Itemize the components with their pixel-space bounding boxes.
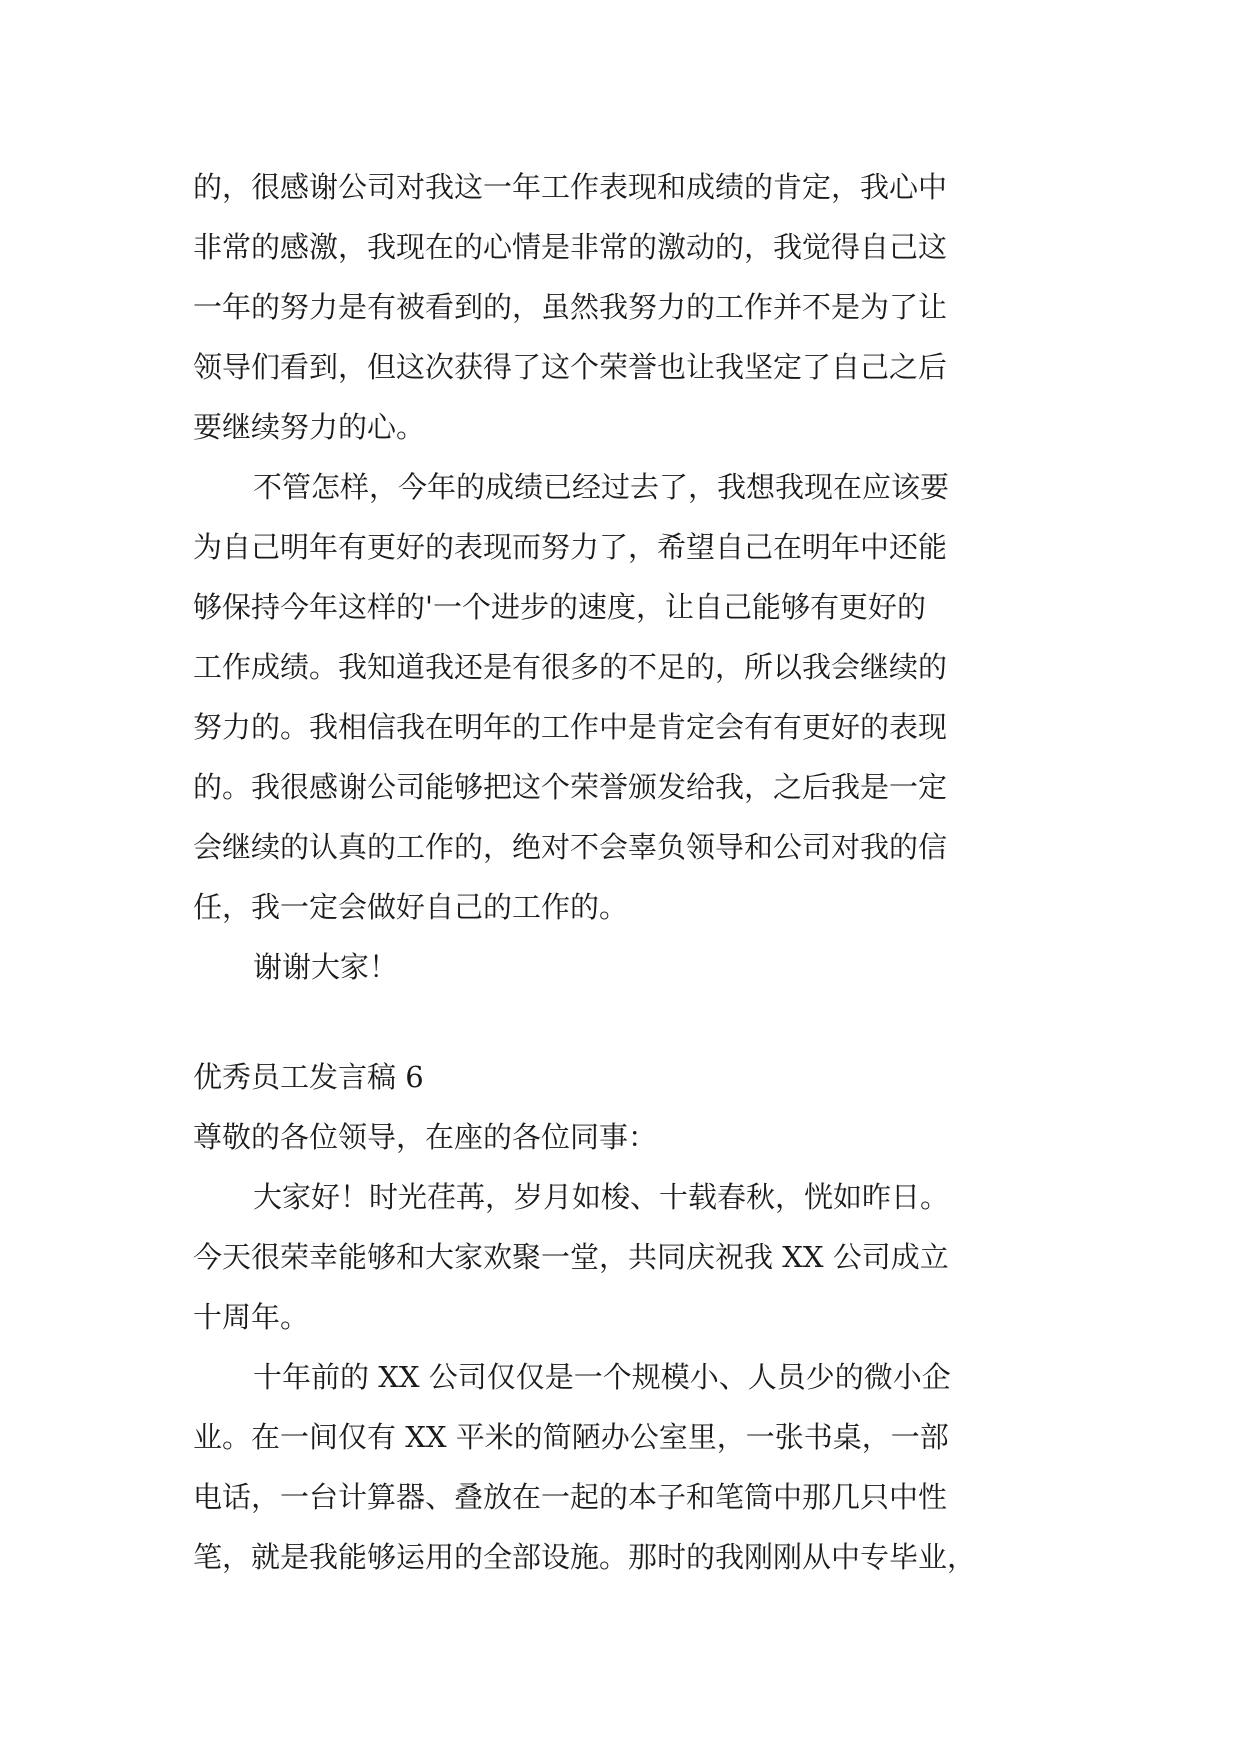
text-line: 的。我很感谢公司能够把这个荣誉颁发给我，之后我是一定 [193, 770, 948, 804]
text-line: 够保持今年这样的'一个进步的速度，让自己能够有更好的 [193, 590, 926, 624]
text-line: 努力的。我相信我在明年的工作中是肯定会有有更好的表现 [193, 710, 948, 744]
text-line: 非常的感激，我现在的心情是非常的激动的，我觉得自己这 [193, 230, 948, 264]
text-line: 任，我一定会做好自己的工作的。 [193, 890, 629, 924]
section-title: 优秀员工发言稿 6 [193, 1060, 424, 1094]
text-line: 会继续的认真的工作的，绝对不会辜负领导和公司对我的信 [193, 830, 948, 864]
text-line: 笔，就是我能够运用的全部设施。那时的我刚刚从中专毕业， [193, 1540, 977, 1574]
text-line: 十周年。 [193, 1300, 310, 1334]
text-line: 要继续努力的心。 [193, 410, 426, 444]
text-line: 业。在一间仅有 XX 平米的简陋办公室里，一张书桌，一部 [193, 1420, 949, 1454]
paragraph-start-line: 不管怎样，今年的成绩已经过去了，我想我现在应该要 [253, 470, 950, 504]
salutation: 尊敬的各位领导，在座的各位同事： [193, 1120, 658, 1154]
text-line: 工作成绩。我知道我还是有很多的不足的，所以我会继续的 [193, 650, 948, 684]
paragraph-start-line: 十年前的 XX 公司仅仅是一个规模小、人员少的微小企 [253, 1360, 951, 1394]
text-line: 的，很感谢公司对我这一年工作表现和成绩的肯定，我心中 [193, 170, 948, 204]
closing-line: 谢谢大家！ [253, 950, 399, 984]
paragraph-start-line: 大家好！时光荏苒，岁月如梭、十载春秋，恍如昨日。 [253, 1180, 950, 1214]
text-line: 一年的努力是有被看到的，虽然我努力的工作并不是为了让 [193, 290, 948, 324]
text-line: 今天很荣幸能够和大家欢聚一堂，共同庆祝我 XX 公司成立 [193, 1240, 949, 1274]
text-line: 领导们看到，但这次获得了这个荣誉也让我坚定了自己之后 [193, 350, 948, 384]
text-line: 为自己明年有更好的表现而努力了，希望自己在明年中还能 [193, 530, 948, 564]
text-line: 电话，一台计算器、叠放在一起的本子和笔筒中那几只中性 [193, 1480, 948, 1514]
